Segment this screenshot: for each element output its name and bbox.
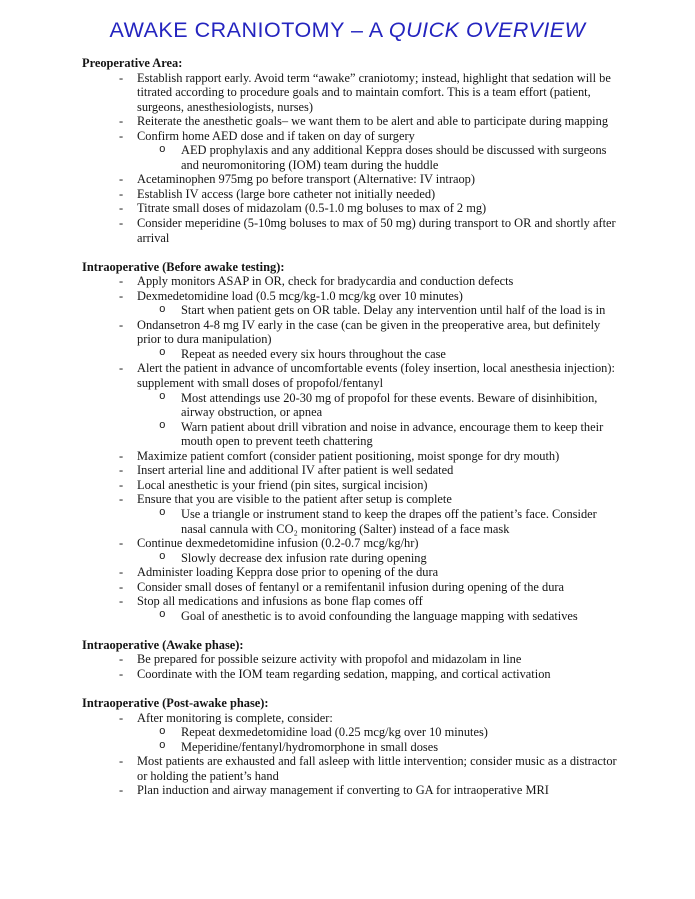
list-item-text: Goal of anesthetic is to avoid confounding the language mapping with sedatives [181,608,578,623]
dash-bullet: - [119,186,124,201]
list-item-text: Dexmedetomidine load (0.5 mcg/kg-1.0 mcg/kg over 10 minutes) [137,288,463,303]
list-item-text: Administer loading Keppra dose prior to opening of the dura [137,565,439,580]
list-item [82,725,622,740]
list-item-text: Stop all medications and infusions as bone flap comes off [137,594,423,609]
list-item [82,711,622,726]
list-item [82,216,622,245]
list-item [82,565,622,580]
dash-bullet: - [119,128,124,143]
list-item [82,347,622,362]
dash-bullet: - [119,652,124,667]
section-heading: Intraoperative (Post-awake phase): [82,696,269,711]
circle-bullet: o [159,609,166,622]
circle-bullet: o [159,391,166,404]
dash-bullet: - [119,536,124,551]
list-item [82,391,622,420]
circle-bullet: o [159,725,166,738]
outline-section [82,56,622,245]
dash-bullet: - [119,361,124,376]
dash-bullet: - [119,201,124,216]
list-item-text: Consider meperidine (5-10mg boluses to max of 50 mg) during transport to OR and shortly after arrival [137,216,616,245]
list-item [82,507,622,536]
list-item [82,783,622,798]
list-item [82,318,622,347]
dash-bullet: - [119,579,124,594]
circle-bullet: o [159,347,166,360]
list-item-text: Insert arterial line and additional IV after patient is well sedated [137,463,454,478]
list-item [82,580,622,595]
list-item [82,609,622,624]
list-item [82,187,622,202]
list-item [82,114,622,129]
list-item-text: Use a triangle or instrument stand to keep the drapes off the patient’s face. Consider nasal cannula with CO₂ monitoring (Salter) instead of a face mask [181,506,597,536]
dash-bullet: - [119,783,124,798]
list-item-text: Maximize patient comfort (consider patient positioning, moist sponge for dry mouth) [137,448,560,463]
dash-bullet: - [119,477,124,492]
dash-bullet: - [119,666,124,681]
list-item-text: Apply monitors ASAP in OR, check for bradycardia and conduction defects [137,274,514,289]
list-item-text: AED prophylaxis and any additional Keppra doses should be discussed with surgeons and neuromonitoring (IOM) team during the huddle [181,143,607,172]
list-item-text: Slowly decrease dex infusion rate during opening [181,550,427,565]
list-item-text: Be prepared for possible seizure activity with propofol and midazolam in line [137,652,522,667]
list-item [82,740,622,755]
list-item [82,143,622,172]
dash-bullet: - [119,317,124,332]
page-title-regular: AWAKE CRANIOTOMY – A [109,18,389,42]
circle-bullet: o [159,551,166,564]
list-item-text: Establish rapport early. Avoid term “awake” craniotomy; instead, highlight that sedation will be titrated according to procedure goals and to maintain comfort. This is a team effort (patient, surgeons, anesthesiologists, nurses) [137,70,611,114]
list-item-text: After monitoring is complete, consider: [137,710,333,725]
outline-section [82,696,622,798]
dash-bullet: - [119,463,124,478]
dash-bullet: - [119,448,124,463]
list-item-text: Alert the patient in advance of uncomfortable events (foley insertion, local anesthesia injection): supplement with small doses of propofol/fentanyl [137,361,615,391]
list-item-text: Ondansetron 4-8 mg IV early in the case (can be given in the preoperative area, but definitely prior to dura manipulation) [137,317,601,347]
outline-section [82,260,622,624]
list-item [82,652,622,667]
list-item-text: Warn patient about drill vibration and noise in advance, encourage them to keep their mouth open to prevent teeth chattering [181,419,604,449]
dash-bullet: - [119,594,124,609]
dash-bullet: - [119,274,124,289]
list-item-text: Repeat dexmedetomidine load (0.25 mcg/kg over 10 minutes) [181,725,488,740]
section-heading: Intraoperative (Before awake testing): [82,259,285,274]
document-body [0,43,695,798]
list-item [82,551,622,566]
list-item-text: Most attendings use 20-30 mg of propofol for these events. Beware of disinhibition, airway obstruction, or apnea [181,390,598,420]
page-title-italic: QUICK OVERVIEW [388,18,586,42]
circle-bullet: o [159,420,166,433]
list-item-text: Establish IV access (large bore catheter not initially needed) [137,186,436,201]
dash-bullet: - [119,216,124,231]
list-item-text: Meperidine/fentanyl/hydromorphone in small doses [181,739,439,754]
list-item-text: Most patients are exhausted and fall asleep with little intervention; consider music as a distractor or holding the patient’s hand [137,754,617,783]
dash-bullet: - [119,70,124,85]
list-item [82,201,622,216]
list-item [82,303,622,318]
list-item-text: Repeat as needed every six hours throughout the case [181,346,446,361]
circle-bullet: o [159,143,166,156]
list-item [82,420,622,449]
list-item-text: Local anesthetic is your friend (pin sites, surgical incision) [137,477,428,492]
list-item-text: Titrate small doses of midazolam (0.5-1.0 mg boluses to max of 2 mg) [137,201,487,216]
list-item [82,536,622,551]
list-item [82,71,622,115]
list-item [82,754,622,783]
dash-bullet: - [119,754,124,769]
list-item-text: Ensure that you are visible to the patient after setup is complete [137,492,452,507]
list-item [82,274,622,289]
dash-bullet: - [119,114,124,129]
list-item-text: Confirm home AED dose and if taken on day of surgery [137,128,415,143]
page-title [0,0,695,43]
list-item-text: Plan induction and airway management if converting to GA for intraoperative MRI [137,783,549,798]
list-item-text: Acetaminophen 975mg po before transport (Alternative: IV intraop) [137,172,476,187]
dash-bullet: - [119,172,124,187]
list-item [82,289,622,304]
section-heading: Preoperative Area: [82,56,183,70]
outline-section [82,638,622,682]
list-item [82,492,622,507]
circle-bullet: o [159,740,166,753]
list-item-text: Consider small doses of fentanyl or a remifentanil infusion during opening of the dura [137,579,565,594]
dash-bullet: - [119,288,124,303]
list-item-text: Reiterate the anesthetic goals– we want them to be alert and able to participate during mapping [137,114,609,129]
list-item-text: Start when patient gets on OR table. Delay any intervention until half of the load is in [181,303,606,318]
circle-bullet: o [159,303,166,316]
list-item [82,129,622,144]
circle-bullet: o [159,507,166,520]
list-item [82,172,622,187]
list-item [82,667,622,682]
list-item-text: Coordinate with the IOM team regarding sedation, mapping, and cortical activation [137,666,551,681]
dash-bullet: - [119,492,124,507]
dash-bullet: - [119,710,124,725]
list-item [82,594,622,609]
list-item-text: Continue dexmedetomidine infusion (0.2-0.7 mcg/kg/hr) [137,536,419,551]
list-item [82,478,622,493]
list-item [82,463,622,478]
list-item [82,449,622,464]
list-item [82,361,622,390]
section-heading: Intraoperative (Awake phase): [82,637,244,652]
dash-bullet: - [119,565,124,580]
